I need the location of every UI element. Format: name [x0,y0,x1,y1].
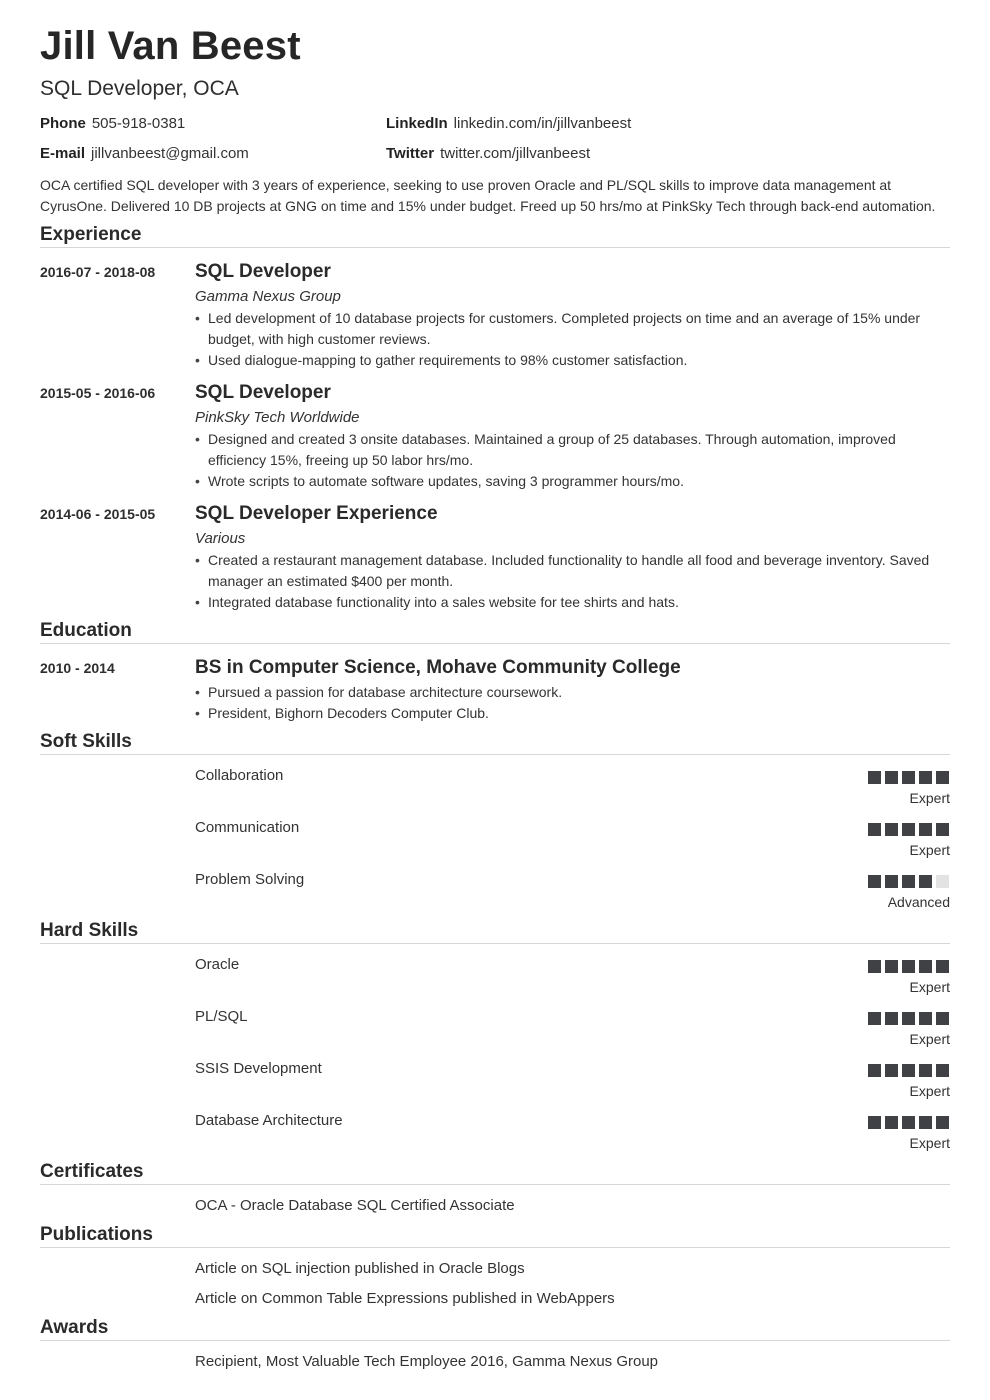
section-divider [40,1247,950,1248]
candidate-name: Jill Van Beest [40,24,301,68]
rating-square-filled [885,1116,898,1129]
skill-level: Expert [909,842,950,858]
rating-square-filled [936,1116,949,1129]
section-divider [40,1184,950,1185]
bullet-item: • Created a restaurant management database. Included functionality to handle all food and beverage inventory. Saved manager an estimated $400 per month. [195,550,935,592]
email-label: E-mail [40,145,86,162]
rating-square-filled [919,771,932,784]
skill-rating [868,875,950,888]
bullet-item: • Integrated database functionality into a sales website for tee shirts and hats. [195,592,935,613]
entry-title: BS in Computer Science, Mohave Community College [195,657,681,678]
entry-bullets [195,682,935,724]
rating-square-filled [868,875,881,888]
entry-dates: 2016-07 - 2018-08 [40,264,156,280]
skill-rating [868,771,950,784]
rating-square-filled [885,1012,898,1025]
bullet-item: • Wrote scripts to automate software updates, saving 3 programmer hours/mo. [195,471,935,492]
twitter-label: Twitter [386,145,435,162]
twitter-value: twitter.com/jillvanbeest [440,145,591,162]
section-divider [40,247,950,248]
section-title-experience: Experience [40,224,142,245]
entry-bullets [195,308,935,371]
entry-bullets [195,429,935,492]
skill-level: Expert [909,1135,950,1151]
skill-name: Oracle [195,956,240,973]
rating-square-filled [919,875,932,888]
phone-value: 505-918-0381 [91,115,186,132]
entry-title: SQL Developer [195,261,331,282]
summary-text: OCA certified SQL developer with 3 years of experience, seeking to use proven Oracle and PL/SQL skills to improve data management at CyrusOne. Delivered 10 DB projects at GNG on time and 15% under budget. Freed up 50 hrs/mo at PinkSky Tech through back-end automation. [40,177,936,214]
rating-square-filled [936,1012,949,1025]
section-divider [40,943,950,944]
rating-square-filled [919,1116,932,1129]
skill-level: Expert [909,790,950,806]
contact-email [40,145,249,162]
skill-level: Expert [909,1083,950,1099]
skill-level: Expert [909,979,950,995]
email-value: jillvanbeest@gmail.com [91,145,249,162]
rating-square-filled [919,1064,932,1077]
bullet-item: • Used dialogue-mapping to gather requirements to 98% customer satisfaction. [195,350,935,371]
publication-item: Article on SQL injection published in Oracle Blogs [195,1260,525,1277]
rating-square-filled [902,1116,915,1129]
entry-dates: 2014-06 - 2015-05 [40,506,156,522]
skill-rating [868,1064,950,1077]
rating-square-filled [919,960,932,973]
entry-dates: 2010 - 2014 [40,660,115,676]
phone-label: Phone [40,115,86,132]
skill-rating [868,960,950,973]
rating-square-filled [902,823,915,836]
rating-square-filled [936,771,949,784]
rating-square-filled [902,1012,915,1025]
skill-level: Advanced [887,894,950,910]
linkedin-label: LinkedIn [386,115,448,132]
rating-square-filled [868,771,881,784]
section-title-hard-skills: Hard Skills [40,920,139,941]
rating-square-filled [936,960,949,973]
section-divider [40,1340,950,1341]
rating-square-filled [885,823,898,836]
skill-rating [868,823,950,836]
contact-phone [40,115,185,132]
rating-square-filled [885,875,898,888]
skill-name: Communication [195,819,300,836]
rating-square-filled [902,875,915,888]
section-divider [40,754,950,755]
award-item: Recipient, Most Valuable Tech Employee 2016, Gamma Nexus Group [195,1353,659,1370]
section-title-soft-skills: Soft Skills [40,731,132,752]
section-title-awards: Awards [40,1317,109,1338]
bullet-item: • Designed and created 3 onsite databases. Maintained a group of 25 databases. Through automation, improved efficiency 15%, freeing up 50 labor hrs/mo. [195,429,935,471]
rating-square-filled [868,1012,881,1025]
entry-bullets [195,550,935,613]
entry-company: Various [195,530,246,547]
certificate-item: OCA - Oracle Database SQL Certified Associate [195,1197,515,1214]
skill-level: Expert [909,1031,950,1047]
section-divider [40,643,950,644]
rating-square-filled [868,960,881,973]
rating-square-filled [885,960,898,973]
entry-company: Gamma Nexus Group [195,288,341,305]
skill-name: PL/SQL [195,1008,248,1025]
bullet-item: • President, Bighorn Decoders Computer Club. [195,703,935,724]
rating-square-filled [902,771,915,784]
section-title-certificates: Certificates [40,1161,144,1182]
rating-square-filled [919,1012,932,1025]
skill-name: Database Architecture [195,1112,343,1129]
bullet-item: • Pursued a passion for database architecture coursework. [195,682,935,703]
rating-square-filled [885,1064,898,1077]
entry-title: SQL Developer [195,382,331,403]
skill-name: Collaboration [195,767,284,784]
publication-item: Article on Common Table Expressions published in WebAppers [195,1290,615,1307]
rating-square-filled [868,1116,881,1129]
candidate-headline: SQL Developer, OCA [40,77,239,100]
rating-square-filled [936,1064,949,1077]
skill-name: SSIS Development [195,1060,322,1077]
skill-name: Problem Solving [195,871,305,888]
section-title-education: Education [40,620,132,641]
rating-square-filled [868,823,881,836]
rating-square-filled [902,960,915,973]
bullet-item: • Led development of 10 database projects for customers. Completed projects on time and an average of 15% under budget, with high customer reviews. [195,308,935,350]
contact-linkedin [386,115,631,132]
rating-square-filled [936,823,949,836]
rating-square-empty [936,875,949,888]
rating-square-filled [885,771,898,784]
contact-twitter [386,145,590,162]
section-title-publications: Publications [40,1224,153,1245]
entry-dates: 2015-05 - 2016-06 [40,385,156,401]
entry-title: SQL Developer Experience [195,503,438,524]
entry-company: PinkSky Tech Worldwide [195,409,360,426]
rating-square-filled [919,823,932,836]
rating-square-filled [902,1064,915,1077]
skill-rating [868,1116,950,1129]
rating-square-filled [868,1064,881,1077]
skill-rating [868,1012,950,1025]
linkedin-value: linkedin.com/in/jillvanbeest [453,115,632,132]
